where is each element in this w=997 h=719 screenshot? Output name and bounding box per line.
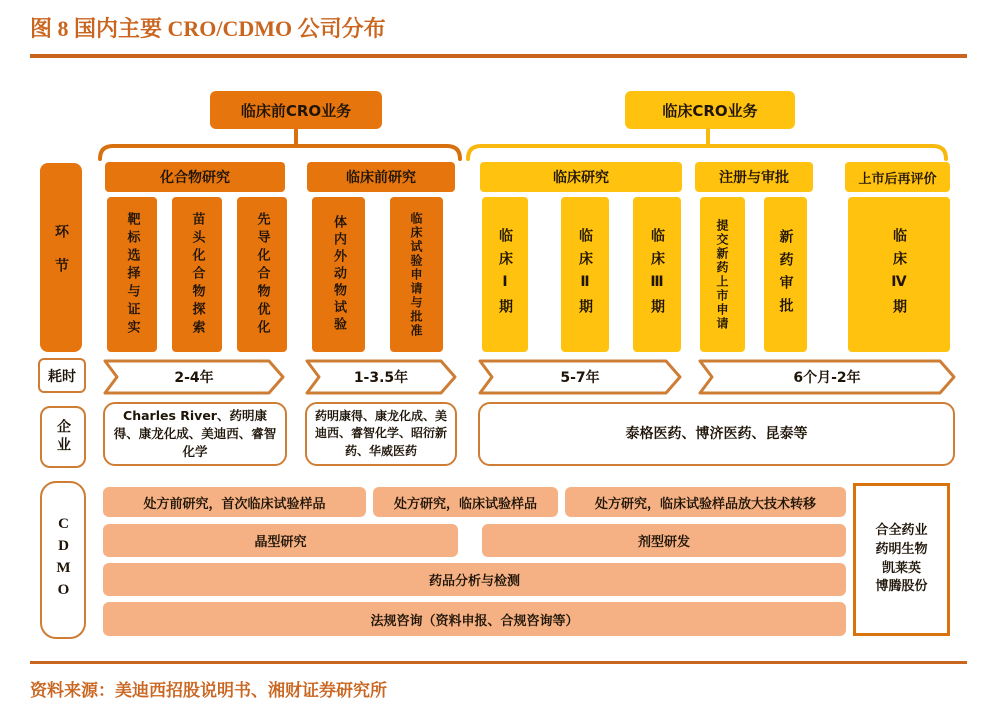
cdmo-crystal-form-box: 晶型研究 [103, 524, 458, 557]
stage-item-phase2 [561, 197, 609, 352]
group-header-compound-research: 化合物研究 [105, 162, 285, 192]
companies-row-label [40, 406, 86, 468]
source-note: 资料来源：美迪西招股说明书、湘财证券研究所 [30, 681, 387, 700]
group-header-post-market-evaluation: 上市后再评价 [845, 162, 950, 192]
cdmo-preformulation-box: 处方前研究，首次临床试验样品 [103, 487, 366, 517]
duration-text: 6个月-2年 [793, 370, 861, 386]
cdmo-formulation-samples-box: 处方研究，临床试验样品 [373, 487, 558, 517]
stage-item-phase4 [848, 197, 950, 352]
cdmo-scaleup-transfer-box: 处方研究，临床试验样品放大技术转移 [565, 487, 846, 517]
companies-compound-box [103, 402, 287, 466]
stage-item-phase3 [633, 197, 681, 352]
stage-row-label-text: 环节 [53, 223, 69, 292]
companies-preclinical-box [305, 402, 457, 466]
duration-text: 2-4年 [174, 370, 214, 386]
clinical-cro-header: 临床CRO业务 [625, 91, 795, 129]
cdmo-dosage-form-box: 剂型研发 [482, 524, 846, 557]
stage-item-text: 体内外动物试验 [331, 215, 346, 334]
cdmo-company: 合全药业 [875, 522, 928, 538]
stage-item-phase1 [482, 197, 528, 352]
cdmo-company: 博腾股份 [875, 579, 928, 595]
stage-item-text: 先导化合物优化 [254, 211, 270, 338]
preclinical-cro-header: 临床前CRO业务 [210, 91, 382, 129]
stage-item-text: 新药审批 [777, 228, 794, 321]
duration-text: 5-7年 [560, 370, 600, 386]
stage-item-lead-optimization [237, 197, 287, 352]
preclinical-bracket [98, 129, 462, 161]
stage-item-nda-submission [700, 197, 745, 352]
stage-item-ind-application [390, 197, 443, 352]
bottom-rule [30, 661, 967, 664]
stage-item-text: 提交新药上市申请 [715, 218, 729, 331]
cdmo-company: 凯莱英 [881, 560, 921, 576]
clinical-bracket [466, 129, 948, 161]
duration-arrow-registration [698, 359, 956, 395]
stage-item-drug-approval [764, 197, 807, 352]
companies-text: 药明康得、康龙化成、美迪西、睿智化学、昭衍新药、华威医药 [314, 408, 447, 458]
group-header-clinical-research: 临床研究 [480, 162, 682, 192]
cdmo-regulatory-consulting-box: 法规咨询（资料申报、合规咨询等） [103, 602, 846, 636]
companies-text: 泰格医药、博济医药、昆泰等 [625, 425, 808, 442]
stage-item-text: 靶标选择与证实 [124, 211, 140, 338]
duration-arrow-compound [103, 359, 285, 395]
stage-item-text: 苗头化合物探索 [189, 211, 205, 338]
companies-row-label-text: 企业 [55, 419, 71, 455]
stage-item-animal-testing [312, 197, 365, 352]
stage-item-text: 临床Ⅰ期 [497, 227, 513, 322]
stage-item-text: 临床Ⅱ期 [577, 227, 593, 322]
cdmo-companies-box [853, 483, 950, 636]
cdmo-analysis-testing-box: 药品分析与检测 [103, 563, 846, 596]
figure-title: 图 8 国内主要 CRO/CDMO 公司分布 [30, 16, 386, 41]
duration-arrow-clinical [478, 359, 682, 395]
stage-item-text: 临床Ⅳ期 [891, 227, 907, 322]
companies-clinical-box [478, 402, 955, 466]
stage-row-label [40, 163, 82, 352]
cdmo-company: 药明生物 [875, 541, 928, 557]
stage-item-target-selection [107, 197, 157, 352]
stage-item-hit-exploration [172, 197, 222, 352]
cdmo-row-label [40, 481, 86, 639]
group-header-preclinical-research: 临床前研究 [307, 162, 455, 192]
stage-item-text: 临床Ⅲ期 [649, 227, 665, 322]
cdmo-row-label-text: CDMO [55, 516, 72, 604]
duration-text: 1-3.5年 [353, 370, 409, 386]
title-underline [30, 54, 967, 58]
companies-text: Charles River、药明康得、康龙化成、美迪西、睿智化学 [113, 407, 277, 460]
duration-arrow-preclinical [305, 359, 457, 395]
stage-item-text: 临床试验申请与批准 [409, 211, 423, 338]
group-header-registration-approval: 注册与审批 [695, 162, 813, 192]
duration-row-label: 耗时 [38, 358, 86, 393]
